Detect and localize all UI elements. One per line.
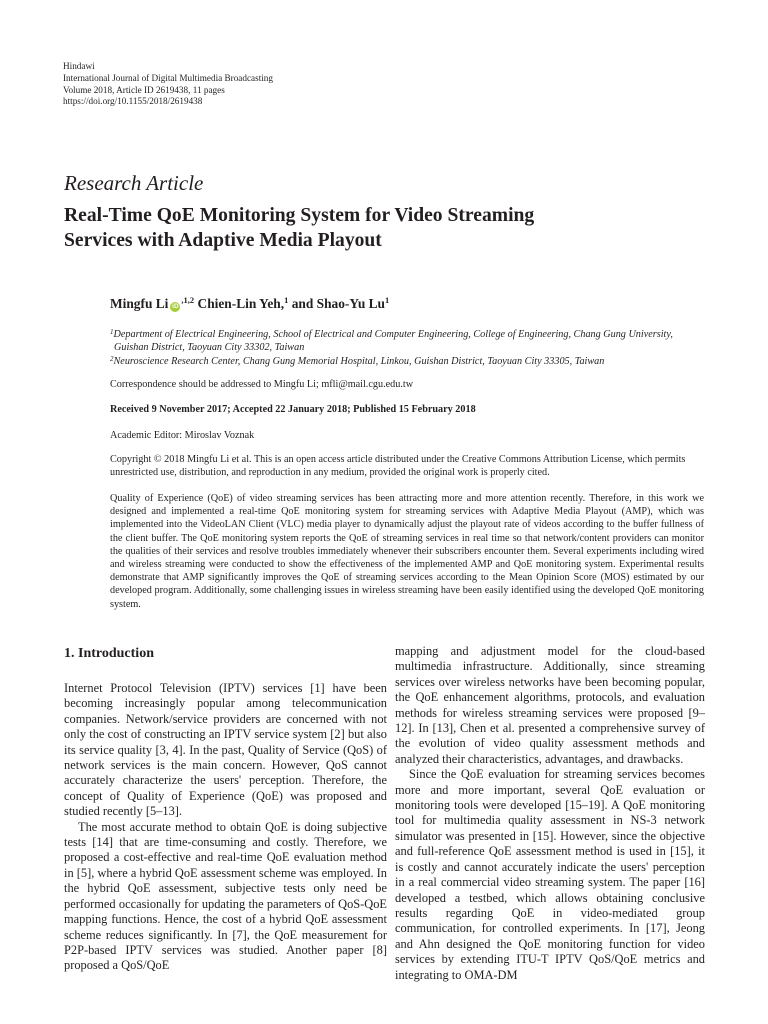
paragraph: The most accurate method to obtain QoE is doing subjective tests [14] that are time-consuming and costly. Therefore, we proposed a cost-effective and real-time QoE evaluation method in [5], where a hybrid QoE assessment scheme was employed. In the hybrid QoE assessment, subjective tests only need be performed occasionally for updating the parameters of QoS-QoE mapping functions. Hence, the cost of a hybrid QoE assessment scheme reduces significantly. In [7], the QoE measurement for P2P-based IPTV services was studied. Another paper [8] proposed a QoS/QoE: [64, 819, 387, 973]
doi-link[interactable]: https://doi.org/10.1155/2018/2619438: [63, 96, 203, 107]
paragraph: Internet Protocol Television (IPTV) services [1] have been becoming increasingly popular among telecommunication companies. Network/service providers are concerned with not only the cost of constructing an IPTV service system [2] but also its service quality [3, 4]. In the past, Quality of Service (QoS) of network services is the main concern. However, QoS cannot accurately characterize the users' perception. Therefore, the concept of Quality of Experience (QoE) was proposed and studied recently [5–13].: [64, 681, 387, 819]
section-heading: 1. Introduction: [64, 646, 154, 661]
journal-name: International Journal of Digital Multimedia Broadcasting: [63, 72, 273, 83]
title-line-2: Services with Adaptive Media Playout: [64, 230, 382, 251]
affiliation-2-sup: 2: [110, 355, 114, 363]
journal-header: [63, 61, 273, 108]
author-name-2[interactable]: Chien-Lin Yeh,: [194, 296, 285, 311]
academic-editor: Academic Editor: Miroslav Voznak: [110, 430, 255, 441]
author-affil-sup-3: 1: [385, 295, 390, 305]
affiliation-1-line-1: Department of Electrical Engineering, School of Electrical and Computer Engineering, College of Engineering, Chang Gung University,: [113, 329, 673, 340]
publisher-name: Hindawi: [63, 61, 95, 71]
affiliation-1-sup: 1: [110, 328, 114, 336]
body-column-left: [64, 646, 387, 974]
affiliation-2-line-1: Neuroscience Research Center, Chang Gung Memorial Hospital, Linkou, Guishan District, Taoyuan City 33305, Taiwan: [113, 356, 605, 367]
affiliation-2: [110, 353, 710, 368]
title-line-1: Real-Time QoE Monitoring System for Video Streaming: [64, 205, 535, 226]
paper-title: [64, 203, 704, 253]
affiliation-1-line-2: Guishan District, Taoyuan City 33302, Taiwan: [114, 342, 305, 354]
abstract: Quality of Experience (QoE) of video streaming services has been attracting more and more attention recently. Therefore, in this work we designed and implemented a real-time QoE monitoring system for streaming services with Adaptive Media Playout (AMP), which was implemented into the VideoLAN Client (VLC) media player to dynamically adjust the playout rate of videos according to the buffer fullness of the client buffer. The QoE monitoring system reports the QoE of streaming services in real time so that network/content providers can monitor the qualities of their services and resolve troubles immediately whenever their subscribers encounter them. Several experiments including wired and wireless streaming were conducted to show the effectiveness of the implemented AMP and QoE monitoring system. Experimental results demonstrate that AMP significantly improves the QoE of streaming services according to the Mean Opinion Score (MOS) estimated by our developed program. Additionally, some challenging issues in wireless streaming have been easily identified using the developed QoE monitoring system.: [110, 493, 704, 610]
orcid-icon[interactable]: iD: [172, 303, 179, 310]
affiliation-1: [110, 326, 710, 354]
author-list: [110, 295, 389, 312]
body-column-right: [395, 644, 705, 983]
paragraph: mapping and adjustment model for the cloud-based multimedia infrastructure. Additionally, since streaming services over wireless networks have been becoming popular, the QoE enhancement algorithms, protocols, and evaluation methods for wireless streaming services were proposed [9–12]. In [13], Chen et al. presented a comprehensive survey of the evolution of video quality assessment methods and analyzed their characteristics, advantages, and drawbacks.: [395, 644, 705, 766]
author-name-1[interactable]: Mingfu Li: [110, 296, 169, 311]
publication-dates: Received 9 November 2017; Accepted 22 January 2018; Published 15 February 2018: [110, 404, 476, 415]
volume-info: Volume 2018, Article ID 2619438, 11 pages: [63, 84, 225, 95]
correspondence: Correspondence should be addressed to Mingfu Li; mfli@mail.cgu.edu.tw: [110, 379, 414, 390]
author-affil-sup-2: 1: [284, 295, 289, 305]
article-type: Research Article: [64, 171, 204, 195]
author-affil-sup-1: ,1,2: [181, 295, 195, 305]
copyright-notice: Copyright © 2018 Mingfu Li et al. This is an open access article distributed under the Creative Commons Attribution License, which permits unrestricted use, distribution, and reproduction in any medium, provided the original work is properly cited.: [110, 454, 686, 479]
paragraph: Since the QoE evaluation for streaming services becomes more and more important, several QoE evaluation or monitoring tools were developed [15–19]. A QoE monitoring tool for multimedia quality assessment in NS-3 network simulator was presented in [15]. However, since the objective and full-reference QoE assessment method is used in [15], it is costly and cannot accurately indicate the users' perception in a real commercial video streaming system. The paper [16] developed a testbed, which allows obtaining conclusive results regarding QoE in video-mediated group communication, for controlled experiments. In [17], Jeong and Ahn designed the QoE monitoring function for video services by extending ITU-T IPTV QoS/QoE metrics and integrating to OMA-DM: [395, 767, 705, 982]
author-name-3[interactable]: and Shao-Yu Lu: [288, 296, 385, 311]
